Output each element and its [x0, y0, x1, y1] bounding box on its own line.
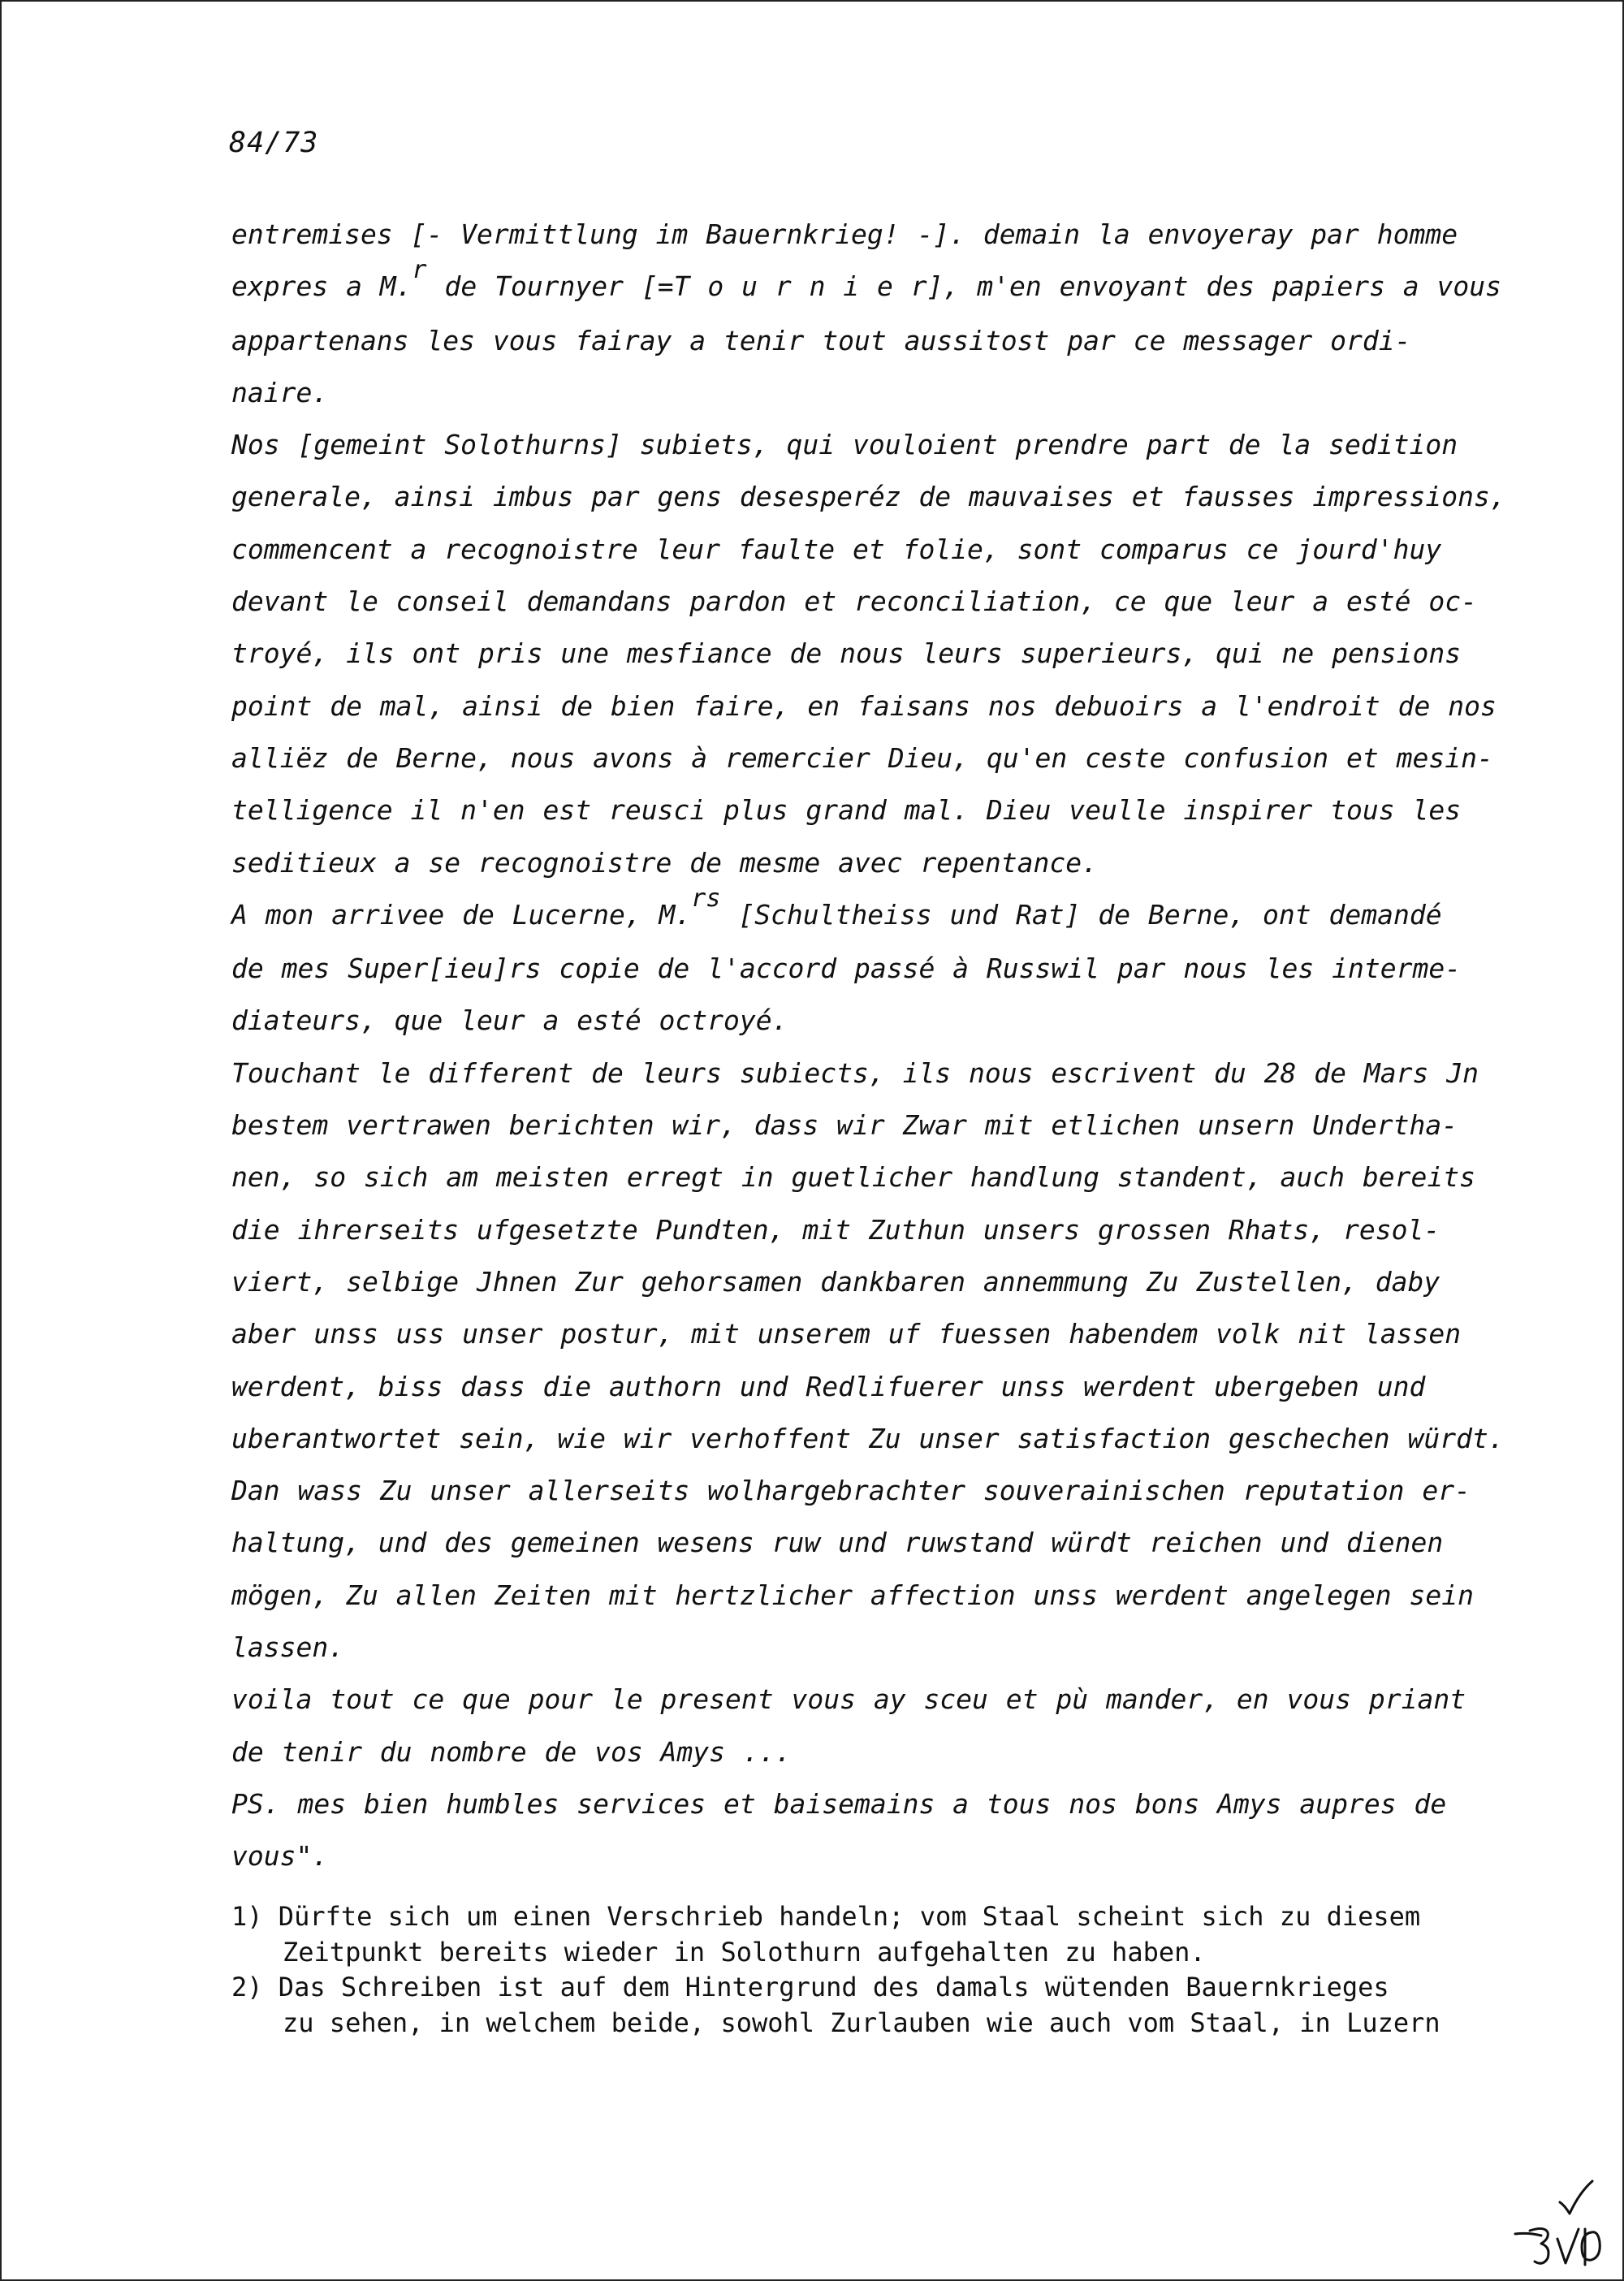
text-line: werdent, biss dass die authorn und Redlifuerer unss werdent ubergeben und	[231, 1370, 1426, 1402]
body-text	[231, 209, 1514, 1883]
text-line: devant le conseil demandans pardon et reconciliation, ce que leur a esté oc-	[231, 585, 1477, 618]
text-line: diateurs, que leur a esté octroyé.	[231, 1004, 788, 1037]
text-line: point de mal, ainsi de bien faire, en faisans nos debuoirs a l'endroit de nos	[231, 689, 1497, 722]
footnote-2: 2) Das Schreiben ist auf dem Hintergrund des damals wütenden Bauernkrieges	[231, 1972, 1389, 2002]
superscript: rs	[691, 883, 721, 913]
text-line: aber unss uss unser postur, mit unserem uf fuessen habendem volk nit lassen	[231, 1318, 1462, 1350]
handwritten-folio-mark	[1512, 2223, 1609, 2271]
text-line: bestem vertrawen berichten wir, dass wir Zwar mit etlichen unsern Undertha-	[231, 1109, 1458, 1142]
text-line: viert, selbige Jhnen Zur gehorsamen dankbaren annemmung Zu Zustellen, daby	[231, 1265, 1440, 1298]
text-line: expres a M.r de Tournyer [=T o u r n i e r], m'en envoyant des papiers a vous	[231, 256, 1502, 303]
text-line: vous".	[231, 1840, 329, 1873]
footnotes	[231, 1899, 1531, 2041]
text-line: A mon arrivee de Lucerne, M.rs [Schultheiss und Rat] de Berne, ont demandé	[231, 883, 1442, 931]
text-line: entremises [- Vermittlung im Bauernkrieg! -]. demain la envoyeray par homme	[231, 218, 1458, 250]
text-line: Dan wass Zu unser allerseits wolhargebrachter souverainischen reputation er-	[231, 1475, 1471, 1507]
text-line: generale, ainsi imbus par gens desesperéz de mauvaises et fausses impressions,	[231, 481, 1506, 513]
text-line: alliëz de Berne, nous avons à remercier Dieu, qu'en ceste confusion et mesin-	[231, 741, 1493, 774]
text-line: lassen.	[231, 1631, 345, 1664]
text-line: nen, so sich am meisten erregt in guetlicher handlung standent, auch bereits	[231, 1161, 1475, 1194]
footnote-1-continuation: Zeitpunkt bereits wieder in Solothurn aufgehalten zu haben.	[283, 1936, 1206, 1968]
text-line: appartenans les vous fairay a tenir tout aussitost par ce messager ordi-	[231, 324, 1411, 356]
text-line: telligence il n'en est reusci plus grand mal. Dieu veulle inspirer tous les	[231, 794, 1462, 827]
text-line: seditieux a se recognoistre de mesme avec repentance.	[231, 846, 1098, 879]
superscript: r	[412, 256, 427, 285]
text-line: die ihrerseits ufgesetzte Pundten, mit Zuthun unsers grossen Rhats, resol-	[231, 1213, 1440, 1246]
text-line: voila tout ce que pour le present vous ay sceu et pù mander, en vous priant	[231, 1683, 1466, 1716]
text-line: Nos [gemeint Solothurns] subiets, qui vouloient prendre part de la sedition	[231, 429, 1458, 461]
text-line: haltung, und des gemeinen wesens ruw und ruwstand würdt reichen und dienen	[231, 1527, 1444, 1559]
footnote-2-continuation: zu sehen, in welchem beide, sowohl Zurlauben wie auch vom Staal, in Luzern	[283, 2007, 1440, 2038]
text-line: de tenir du nombre de vos Amys ...	[231, 1735, 792, 1768]
page-number: 84/73	[229, 127, 319, 159]
footnote-1: 1) Dürfte sich um einen Verschrieb handeln; vom Staal scheint sich zu diesem	[231, 1901, 1421, 1932]
checkmark-icon	[1555, 2178, 1596, 2218]
text-line: commencent a recognoistre leur faulte et folie, sont comparus ce jourd'huy	[231, 533, 1442, 565]
text-line: naire.	[231, 376, 329, 408]
text-line: mögen, Zu allen Zeiten mit hertzlicher affection unss werdent angelegen sein	[231, 1579, 1474, 1611]
text-line: Touchant le different de leurs subiects, ils nous escrivent du 28 de Mars Jn	[231, 1056, 1479, 1089]
text-line: troyé, ils ont pris une mesfiance de nous leurs superieurs, qui ne pensions	[231, 637, 1462, 670]
text-line: de mes Super[ieu]rs copie de l'accord passé à Russwil par nous les interme-	[231, 953, 1462, 985]
text-line: uberantwortet sein, wie wir verhoffent Zu unser satisfaction geschechen würdt.	[231, 1422, 1505, 1454]
text-line: PS. mes bien humbles services et baisemains a tous nos bons Amys aupres de	[231, 1787, 1447, 1820]
